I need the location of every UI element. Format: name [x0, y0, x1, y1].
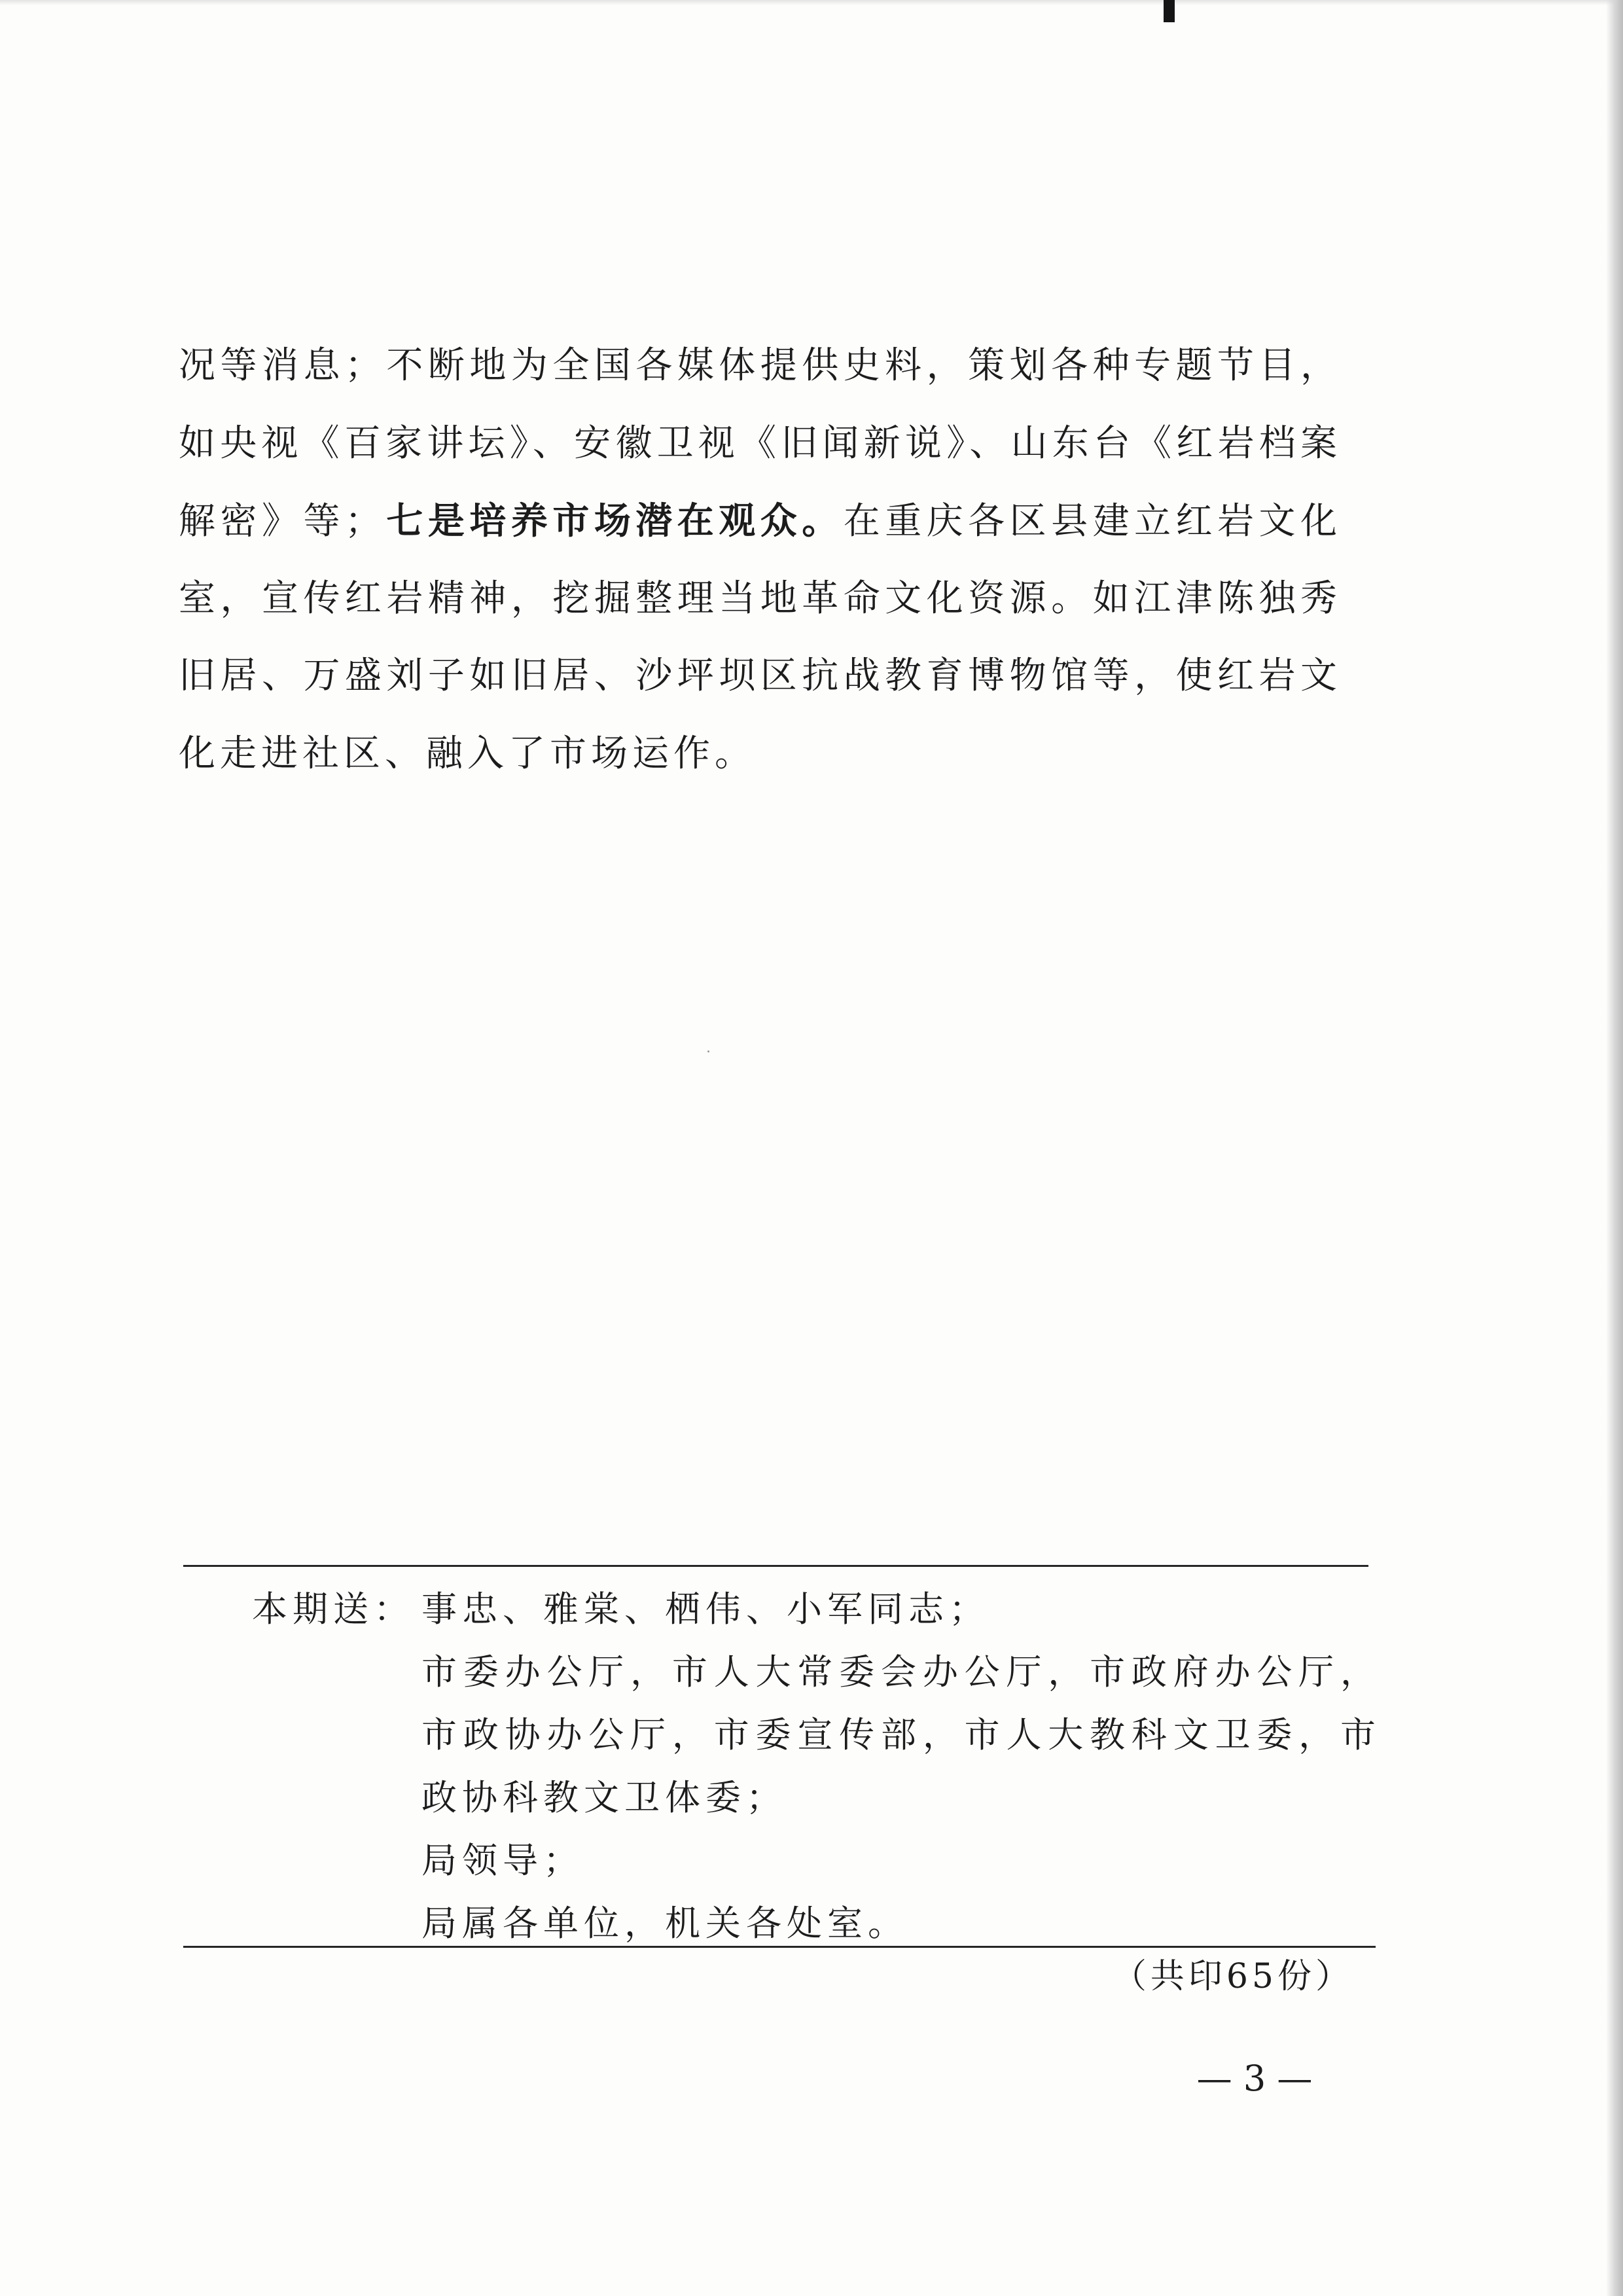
- distribution-recipient-line: 市政协办公厅，市委宣传部，市人大教科文卫委，市: [421, 1714, 1376, 1755]
- distribution-label: 本期送：: [252, 1588, 414, 1630]
- page-number: — 3 —: [1196, 2058, 1313, 2099]
- scan-speck: [707, 1050, 709, 1052]
- scan-right-edge: [1606, 0, 1623, 2296]
- emphasis-text: 七是培养市场潜在观众。: [381, 499, 844, 543]
- body-line: [179, 637, 1337, 715]
- distribution-top-rule: [183, 1565, 1368, 1567]
- distribution-recipients: [421, 1578, 1376, 1955]
- body-line-text: 旧居、万盛刘子如旧居、沙坪坝区抗战教育博物馆等，使红岩文: [179, 655, 1337, 697]
- body-line-text: 解密》等；: [179, 500, 382, 543]
- distribution-bottom-rule: [183, 1946, 1376, 1948]
- body-line-text: 室，宣传红岩精神，挖掘整理当地革命文化资源。如江津陈独秀: [179, 577, 1337, 620]
- print-copies-count: （共印65份）: [1112, 1957, 1353, 1996]
- body-line-text: 况等消息；不断地为全国各媒体提供史料，策划各种专题节目，: [179, 344, 1337, 387]
- scan-registration-mark: [1164, 0, 1175, 22]
- distribution-recipient-line: 局领导；: [421, 1840, 584, 1881]
- body-line: [179, 560, 1337, 638]
- body-line-text: 在重庆各区县建立红岩文化: [843, 500, 1338, 543]
- body-line: [179, 327, 1337, 405]
- body-line-text: 化走进社区、融入了市场运作。: [179, 732, 756, 775]
- body-paragraph: [179, 327, 1337, 793]
- scan-top-edge: [0, 0, 1623, 5]
- distribution-recipient-line: 政协科教文卫体委；: [421, 1777, 787, 1818]
- body-line: [179, 715, 1337, 793]
- distribution-recipient-line: 局属各单位，机关各处室。: [421, 1903, 908, 1944]
- distribution-recipient-line: 市委办公厅，市人大常委会办公厅，市政府办公厅，: [421, 1651, 1376, 1693]
- body-line: [179, 482, 1337, 560]
- body-line: [179, 405, 1337, 483]
- body-line-text: 如央视《百家讲坛》、安徽卫视《旧闻新说》、山东台《红岩档案: [179, 422, 1337, 465]
- distribution-recipient-line: 事忠、雅棠、栖伟、小军同志；: [421, 1588, 990, 1630]
